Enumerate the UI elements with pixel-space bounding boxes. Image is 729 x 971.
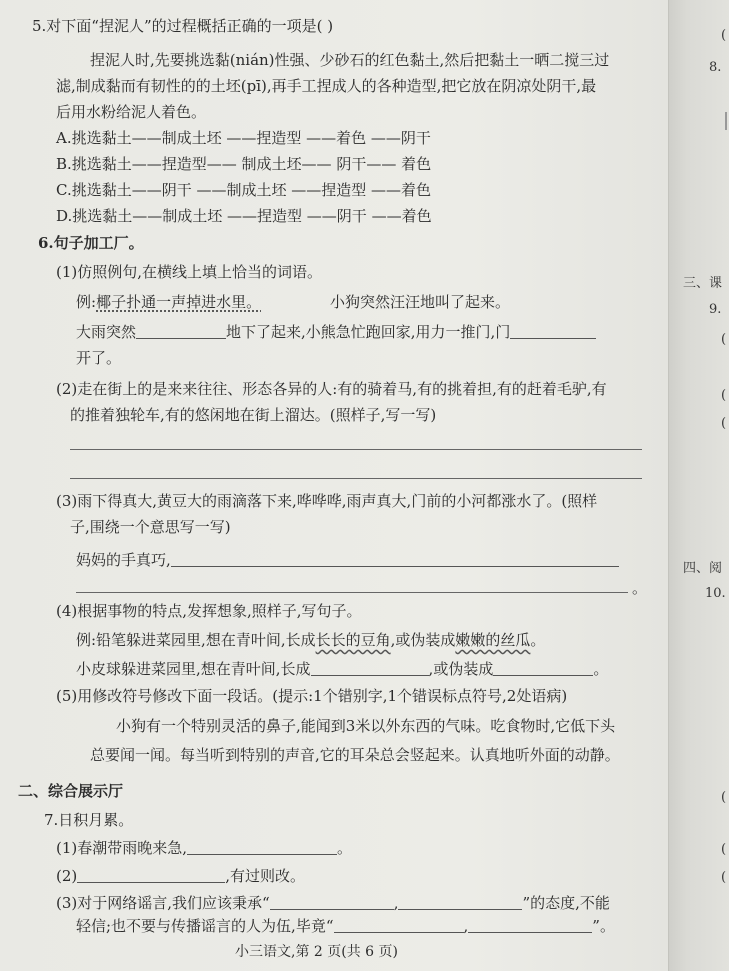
edge-text: 8. (709, 60, 722, 75)
fill-blank[interactable] (493, 660, 593, 676)
q5-passage-line: 捏泥人时,先要挑选黏(nián)性强、少砂石的红色黏土,然后把黏土一晒二搅三过 (90, 51, 610, 69)
q6-1-instruction: (1)仿照例句,在横线上填上恰当的词语。 (56, 263, 323, 281)
item-text: (1)春潮带雨晚来急, (56, 839, 188, 857)
edge-text: ( (721, 416, 727, 431)
fill-blank[interactable] (77, 867, 225, 883)
answer-line[interactable] (76, 592, 628, 593)
example-underlined: 嫩嫩的丝瓜 (455, 631, 531, 649)
q6-2-line: (2)走在街上的是来来往往、形态各异的人:有的骑着马,有的挑着担,有的赶着毛驴,有 (56, 380, 607, 398)
end-period: 。 (632, 579, 648, 597)
example-text: 例:铅笔躲进菜园里,想在青叶间,长成 (76, 631, 316, 649)
section-2-title: 二、综合展示厅 (18, 782, 124, 800)
fill-blank[interactable] (187, 839, 337, 855)
edge-text: ( (721, 28, 727, 43)
item-text: (2) (56, 867, 78, 885)
page-footer: 小三语文,第 2 页(共 6 页) (235, 944, 398, 960)
q6-3-prompt (76, 550, 619, 570)
q5-stem: 5.对下面“捏泥人”的过程概括正确的一项是( ) (32, 17, 334, 35)
edge-text: ( (721, 870, 727, 885)
q6-3-line: (3)雨下得真大,黄豆大的雨滴落下来,哗哗哗,雨声真大,门前的小河都涨水了。(照样 (56, 492, 598, 510)
item-text: 轻信;也不要与传播谣言的人为伍,毕竟“ (76, 917, 334, 935)
item-text: (3)对于网络谣言,我们应该秉承“ (56, 894, 270, 912)
q6-1-question-end: 开了。 (76, 349, 122, 367)
fill-blank[interactable] (334, 917, 464, 933)
example-text: 。 (530, 631, 546, 649)
example-text: ,或伪装成 (390, 631, 456, 649)
question-text: 地下了起来,小熊急忙跑回家,用力一推门,门 (226, 323, 511, 341)
q6-3-line: 子,围绕一个意思写一写) (70, 518, 231, 536)
fill-blank[interactable] (270, 894, 394, 910)
q6-5-passage[interactable]: 小狗有一个特别灵活的鼻子,能闻到3米以外东西的气味。吃食物时,它低下头 (116, 717, 616, 735)
q5-option-b[interactable]: B.挑选黏土——捏造型—— 制成土坯—— 阴干—— 着色 (56, 155, 432, 173)
q7-item-3 (56, 893, 610, 913)
question-text: 小皮球躲进菜园里,想在青叶间,长成 (76, 660, 311, 678)
q5-option-d[interactable]: D.挑选黏土——制成土坯 ——捏造型 ——阴干 ——着色 (56, 207, 432, 225)
edge-mark (725, 112, 727, 130)
q7-item-2 (56, 866, 305, 886)
item-text: , (463, 917, 469, 935)
edge-text: ( (721, 388, 727, 403)
item-text: , (393, 894, 399, 912)
prompt-text: 妈妈的手真巧, (76, 551, 171, 569)
answer-line[interactable] (70, 478, 642, 479)
edge-text: 三、课 (683, 276, 723, 291)
q7-title: 7.日积月累。 (44, 811, 134, 829)
q7-item-1 (56, 838, 352, 858)
example-underlined: 长长的豆角 (315, 631, 391, 649)
fill-blank[interactable] (510, 323, 596, 339)
item-text: ”。 (592, 917, 615, 935)
q5-passage-line: 滤,制成黏而有韧性的的土坯(pī),再手工捏成人的各种造型,把它放在阴凉处阴干,最 (56, 77, 597, 95)
q5-passage-line: 后用水粉给泥人着色。 (56, 103, 207, 121)
edge-text: ( (721, 842, 727, 857)
q6-4-question (76, 659, 608, 679)
q6-4-instruction: (4)根据事物的特点,发挥想象,照样子,写句子。 (56, 602, 362, 620)
edge-text: ( (721, 332, 727, 347)
item-text: 。 (337, 839, 353, 857)
question-text: 。 (593, 660, 609, 678)
edge-text: 10. (705, 586, 726, 601)
edge-text: ( (721, 790, 727, 805)
fill-blank[interactable] (398, 894, 522, 910)
fill-blank[interactable] (468, 917, 592, 933)
fill-blank[interactable] (136, 323, 226, 339)
q6-5-passage[interactable]: 总要闻一闻。每当听到特别的声音,它的耳朵总会竖起来。认真地听外面的动静。 (90, 746, 620, 764)
item-text: ”的态度,不能 (522, 894, 610, 912)
q6-5-instruction: (5)用修改符号修改下面一段话。(提示:1个错别字,1个错误标点符号,2处语病) (56, 687, 568, 705)
edge-text: 9. (709, 302, 722, 317)
answer-line[interactable] (70, 449, 642, 450)
q6-1-example (76, 292, 261, 312)
q5-option-a[interactable]: A.挑选黏土——制成土坯 ——捏造型 ——着色 ——阴干 (56, 129, 431, 147)
q6-title: 6.句子加工厂。 (38, 234, 144, 252)
question-text: ,或伪装成 (428, 660, 494, 678)
adjacent-page-edge (668, 0, 729, 971)
q7-item-3-cont (76, 916, 615, 936)
fill-blank[interactable] (171, 551, 619, 567)
example-sentence-1: 椰子扑通一声掉进水里。 (96, 293, 262, 311)
fill-blank[interactable] (311, 660, 429, 676)
q6-2-line: 的推着独轮车,有的悠闲地在街上溜达。(照样子,写一写) (70, 406, 437, 424)
q6-1-question-line (76, 322, 596, 342)
q6-1-example-2: 小狗突然汪汪地叫了起来。 (330, 293, 511, 311)
q6-4-example (76, 630, 545, 650)
edge-text: 四、阅 (683, 561, 723, 576)
example-label: 例: (76, 293, 97, 311)
q5-option-c[interactable]: C.挑选黏土——阴干 ——制成土坯 ——捏造型 ——着色 (56, 181, 432, 199)
question-text: 大雨突然 (76, 323, 137, 341)
item-text: ,有过则改。 (225, 867, 306, 885)
